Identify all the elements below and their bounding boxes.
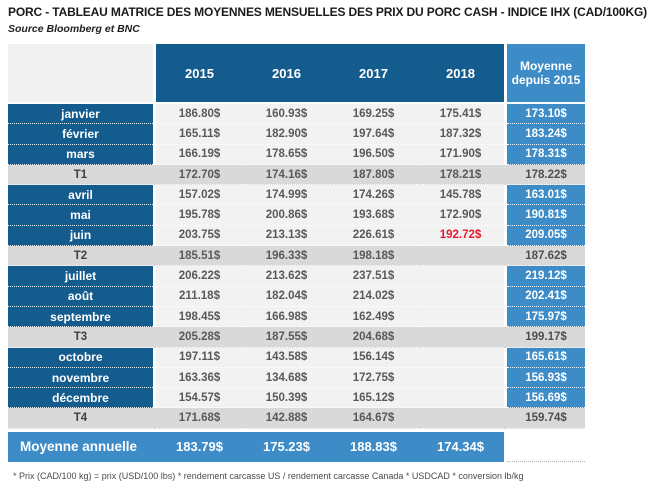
value-cell: 142.88$: [243, 408, 330, 428]
value-cell: 178.21$: [417, 165, 504, 185]
quarter-row: [8, 327, 585, 347]
table-body: [8, 104, 585, 429]
month-row: [8, 185, 585, 205]
row-label: décembre: [8, 388, 153, 408]
row-label: septembre: [8, 307, 153, 327]
price-matrix-table: [8, 44, 585, 462]
value-cell: 172.75$: [330, 368, 417, 388]
month-row: [8, 287, 585, 307]
value-cell: 206.22$: [156, 266, 243, 286]
value-cell: 157.02$: [156, 185, 243, 205]
moyenne-cell: 202.41$: [507, 287, 585, 307]
moyenne-cell: 173.10$: [507, 104, 585, 124]
value-cell: [417, 307, 504, 327]
value-cell: 172.90$: [417, 205, 504, 225]
value-cell: [417, 348, 504, 368]
summary-empty-cell: [507, 432, 585, 462]
value-cell: 156.14$: [330, 348, 417, 368]
annual-average-2018: 174.34$: [417, 432, 504, 462]
value-cell: 162.49$: [330, 307, 417, 327]
column-header-2018: 2018: [417, 44, 504, 102]
month-row: [8, 124, 585, 144]
value-cell: [417, 266, 504, 286]
value-cell: 192.72$: [417, 226, 504, 246]
value-cell: 160.93$: [243, 104, 330, 124]
value-cell: [417, 408, 504, 428]
value-cell: 195.78$: [156, 205, 243, 225]
value-cell: 200.86$: [243, 205, 330, 225]
value-cell: 211.18$: [156, 287, 243, 307]
value-cell: [417, 327, 504, 347]
value-cell: 196.50$: [330, 145, 417, 165]
moyenne-cell: 156.69$: [507, 388, 585, 408]
value-cell: 185.51$: [156, 246, 243, 266]
annual-average-2017: 188.83$: [330, 432, 417, 462]
annual-average-2016: 175.23$: [243, 432, 330, 462]
moyenne-cell: 159.74$: [507, 408, 585, 428]
value-cell: 198.18$: [330, 246, 417, 266]
value-cell: [417, 368, 504, 388]
month-row: [8, 388, 585, 408]
row-label: T1: [8, 165, 153, 185]
value-cell: 196.33$: [243, 246, 330, 266]
moyenne-cell: 175.97$: [507, 307, 585, 327]
column-header-moyenne: Moyenne depuis 2015: [507, 44, 585, 102]
value-cell: 193.68$: [330, 205, 417, 225]
value-cell: 178.65$: [243, 145, 330, 165]
value-cell: 182.90$: [243, 124, 330, 144]
moyenne-cell: 219.12$: [507, 266, 585, 286]
row-label: février: [8, 124, 153, 144]
value-cell: 205.28$: [156, 327, 243, 347]
value-cell: [417, 388, 504, 408]
row-label: mars: [8, 145, 153, 165]
row-label: juin: [8, 226, 153, 246]
value-cell: 226.61$: [330, 226, 417, 246]
page-title: PORC - TABLEAU MATRICE DES MOYENNES MENSUELLES DES PRIX DU PORC CASH - INDICE IHX (CAD/100KG): [8, 5, 647, 19]
header-corner-cell: [8, 44, 153, 102]
moyenne-cell: 209.05$: [507, 226, 585, 246]
value-cell: 165.11$: [156, 124, 243, 144]
value-cell: 214.02$: [330, 287, 417, 307]
moyenne-cell: 178.22$: [507, 165, 585, 185]
row-label: novembre: [8, 368, 153, 388]
value-cell: 165.12$: [330, 388, 417, 408]
month-row: [8, 368, 585, 388]
moyenne-cell: 190.81$: [507, 205, 585, 225]
value-cell: 134.68$: [243, 368, 330, 388]
value-cell: 237.51$: [330, 266, 417, 286]
value-cell: 169.25$: [330, 104, 417, 124]
month-row: [8, 205, 585, 225]
value-cell: 187.55$: [243, 327, 330, 347]
value-cell: 166.98$: [243, 307, 330, 327]
column-header-2017: 2017: [330, 44, 417, 102]
month-row: [8, 226, 585, 246]
row-label: juillet: [8, 266, 153, 286]
source-line: Source Bloomberg et BNC: [8, 23, 140, 35]
value-cell: 154.57$: [156, 388, 243, 408]
moyenne-cell: 183.24$: [507, 124, 585, 144]
footnote: * Prix (CAD/100 kg) = prix (USD/100 lbs) * rendement carcasse US / rendement carcasse Canada * USDCAD * conversion lb/kg: [13, 471, 524, 481]
column-header-2016: 2016: [243, 44, 330, 102]
column-header-2015: 2015: [156, 44, 243, 102]
annual-average-label: Moyenne annuelle: [8, 432, 156, 462]
value-cell: 197.11$: [156, 348, 243, 368]
row-label: janvier: [8, 104, 153, 124]
value-cell: 171.68$: [156, 408, 243, 428]
row-label: octobre: [8, 348, 153, 368]
moyenne-cell: 187.62$: [507, 246, 585, 266]
value-cell: 143.58$: [243, 348, 330, 368]
moyenne-cell: 199.17$: [507, 327, 585, 347]
month-row: [8, 145, 585, 165]
value-cell: 186.80$: [156, 104, 243, 124]
value-cell: 174.16$: [243, 165, 330, 185]
moyenne-cell: 163.01$: [507, 185, 585, 205]
value-cell: 187.32$: [417, 124, 504, 144]
row-label: T3: [8, 327, 153, 347]
value-cell: 166.19$: [156, 145, 243, 165]
value-cell: [417, 287, 504, 307]
month-row: [8, 266, 585, 286]
value-cell: 174.26$: [330, 185, 417, 205]
value-cell: 182.04$: [243, 287, 330, 307]
row-label: mai: [8, 205, 153, 225]
row-label: août: [8, 287, 153, 307]
value-cell: 175.41$: [417, 104, 504, 124]
value-cell: 150.39$: [243, 388, 330, 408]
value-cell: 164.67$: [330, 408, 417, 428]
value-cell: 172.70$: [156, 165, 243, 185]
row-label: T2: [8, 246, 153, 266]
value-cell: 213.13$: [243, 226, 330, 246]
moyenne-cell: 156.93$: [507, 368, 585, 388]
value-cell: 145.78$: [417, 185, 504, 205]
value-cell: 171.90$: [417, 145, 504, 165]
value-cell: 174.99$: [243, 185, 330, 205]
value-cell: 213.62$: [243, 266, 330, 286]
moyenne-cell: 165.61$: [507, 348, 585, 368]
value-cell: 197.64$: [330, 124, 417, 144]
value-cell: [417, 246, 504, 266]
value-cell: 204.68$: [330, 327, 417, 347]
quarter-row: [8, 165, 585, 185]
value-cell: 198.45$: [156, 307, 243, 327]
moyenne-cell: 178.31$: [507, 145, 585, 165]
value-cell: 187.80$: [330, 165, 417, 185]
quarter-row: [8, 408, 585, 428]
row-label: T4: [8, 408, 153, 428]
annual-average-row: [8, 432, 585, 462]
month-row: [8, 307, 585, 327]
month-row: [8, 104, 585, 124]
value-cell: 163.36$: [156, 368, 243, 388]
annual-average-2015: 183.79$: [156, 432, 243, 462]
value-cell: 203.75$: [156, 226, 243, 246]
row-label: avril: [8, 185, 153, 205]
header-row: [8, 44, 585, 102]
month-row: [8, 348, 585, 368]
quarter-row: [8, 246, 585, 266]
